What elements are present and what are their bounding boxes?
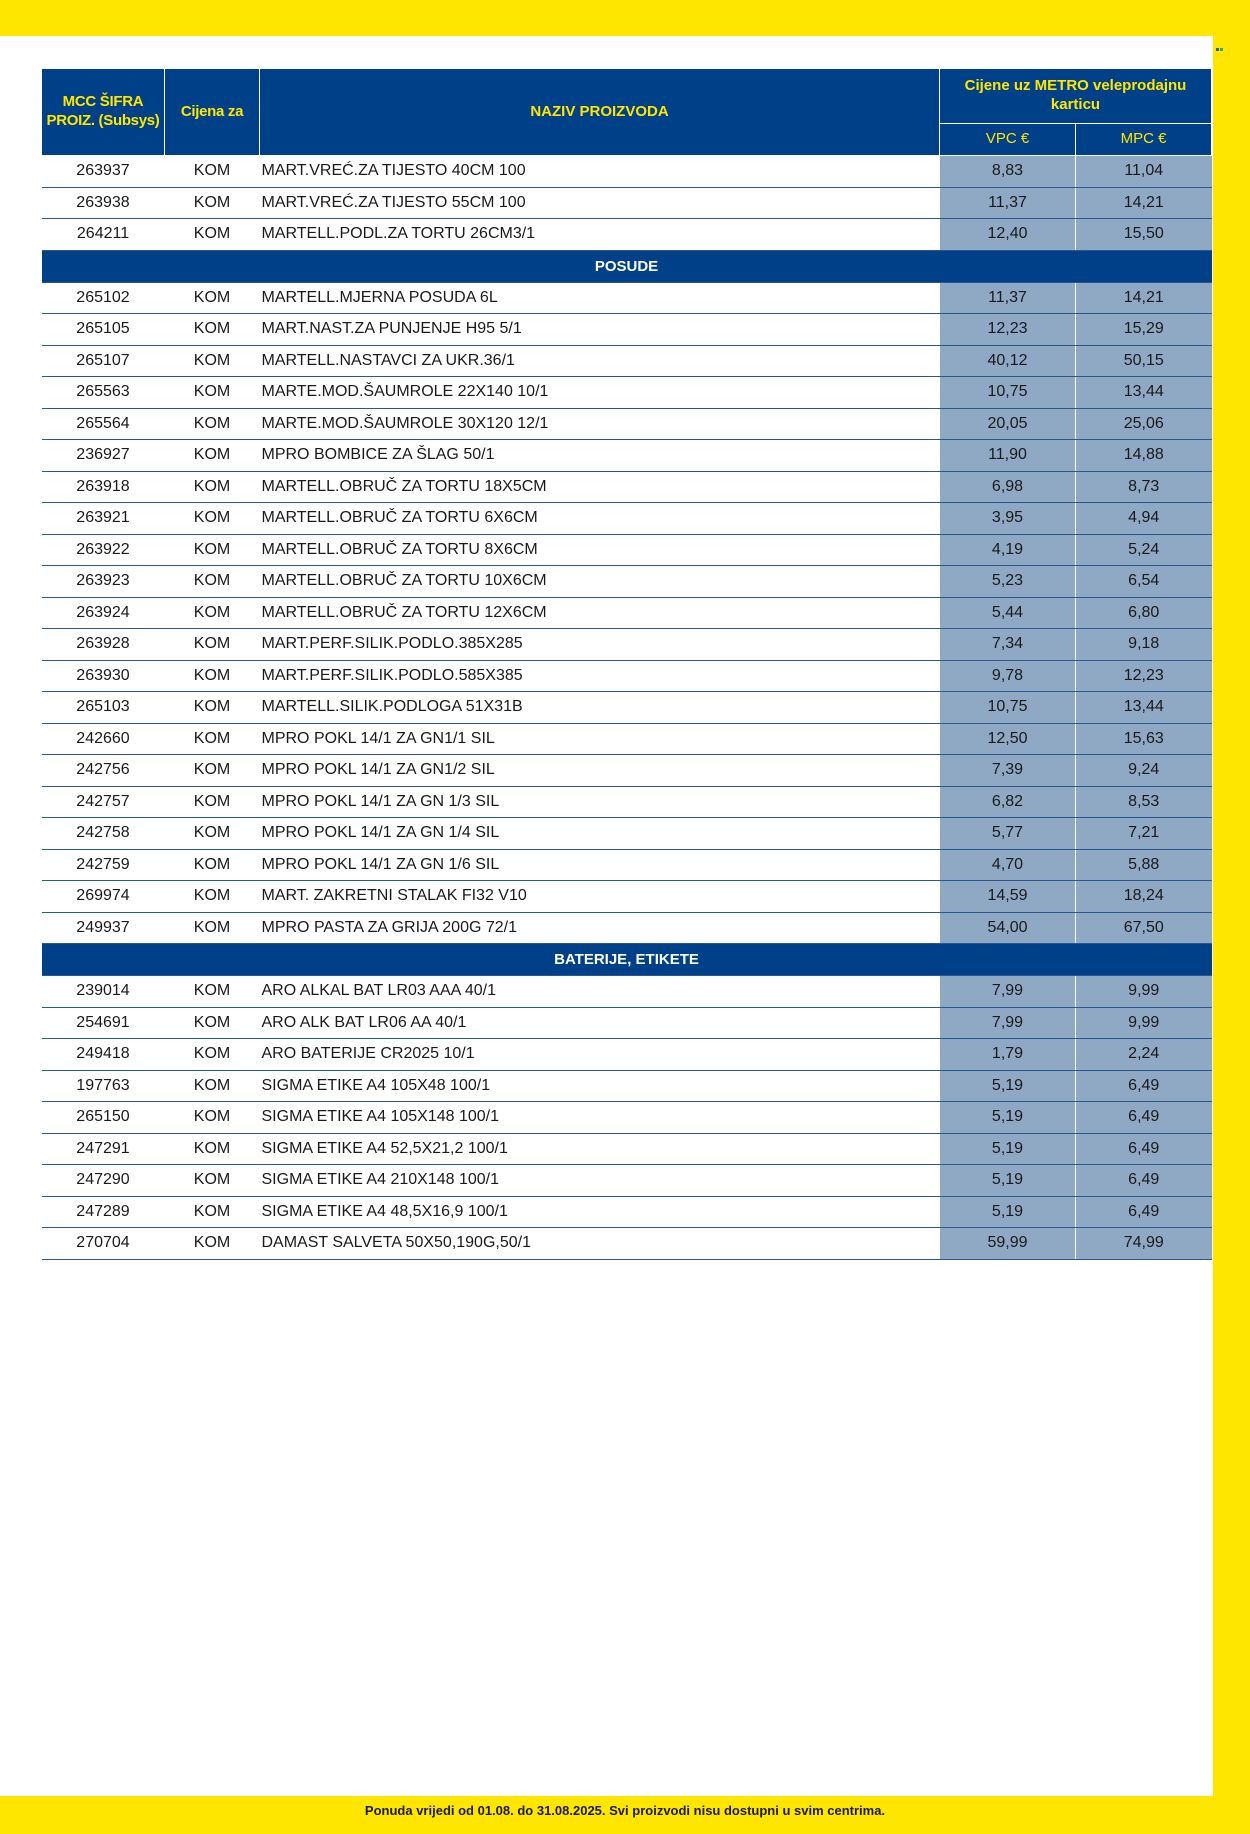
cell-mpc: 14,21: [1076, 187, 1212, 219]
cell-unit: KOM: [165, 723, 260, 755]
cell-vpc: 5,19: [940, 1070, 1076, 1102]
cell-unit: KOM: [165, 597, 260, 629]
cell-unit: KOM: [165, 692, 260, 724]
cell-code: 249937: [42, 912, 165, 944]
cell-code: 265105: [42, 314, 165, 346]
cell-unit: KOM: [165, 818, 260, 850]
cell-name: MPRO POKL 14/1 ZA GN1/1 SIL: [260, 723, 940, 755]
cell-code: 265107: [42, 345, 165, 377]
section-row: [42, 944, 1212, 976]
cell-vpc: 11,37: [940, 282, 1076, 314]
cell-mpc: 15,63: [1076, 723, 1212, 755]
table-row: [42, 723, 1212, 755]
cell-unit: KOM: [165, 1102, 260, 1134]
cell-vpc: 5,19: [940, 1102, 1076, 1134]
cell-code: 263924: [42, 597, 165, 629]
cell-unit: KOM: [165, 881, 260, 913]
cell-name: ARO BATERIJE CR2025 10/1: [260, 1039, 940, 1071]
cell-code: 263922: [42, 534, 165, 566]
cell-mpc: 12,23: [1076, 660, 1212, 692]
cell-mpc: 15,50: [1076, 219, 1212, 251]
cell-vpc: 5,44: [940, 597, 1076, 629]
cell-code: 263937: [42, 156, 165, 188]
table-row: [42, 597, 1212, 629]
header-unit: Cijena za: [165, 69, 260, 156]
cell-vpc: 12,50: [940, 723, 1076, 755]
cell-name: MARTELL.NASTAVCI ZA UKR.36/1: [260, 345, 940, 377]
table-row: [42, 282, 1212, 314]
header-vpc: VPC €: [940, 124, 1076, 156]
cell-code: 263921: [42, 503, 165, 535]
cell-mpc: 67,50: [1076, 912, 1212, 944]
table-row: [42, 629, 1212, 661]
cell-name: MART.VREĆ.ZA TIJESTO 40CM 100: [260, 156, 940, 188]
cell-code: 247289: [42, 1196, 165, 1228]
table-row: [42, 534, 1212, 566]
cell-vpc: 5,19: [940, 1196, 1076, 1228]
cell-name: ARO ALKAL BAT LR03 AAA 40/1: [260, 976, 940, 1008]
cell-code: 263928: [42, 629, 165, 661]
cell-vpc: 14,59: [940, 881, 1076, 913]
cell-mpc: 7,21: [1076, 818, 1212, 850]
cell-code: 263930: [42, 660, 165, 692]
cell-name: SIGMA ETIKE A4 105X148 100/1: [260, 1102, 940, 1134]
cell-name: SIGMA ETIKE A4 105X48 100/1: [260, 1070, 940, 1102]
cell-unit: KOM: [165, 1196, 260, 1228]
cell-mpc: 5,88: [1076, 849, 1212, 881]
cell-name: MARTELL.PODL.ZA TORTU 26CM3/1: [260, 219, 940, 251]
cell-unit: KOM: [165, 629, 260, 661]
table-row: [42, 377, 1212, 409]
cell-vpc: 7,34: [940, 629, 1076, 661]
cell-code: 236927: [42, 440, 165, 472]
section-row: [42, 250, 1212, 282]
cell-name: MPRO POKL 14/1 ZA GN 1/6 SIL: [260, 849, 940, 881]
cell-unit: KOM: [165, 471, 260, 503]
cell-vpc: 11,37: [940, 187, 1076, 219]
cell-name: DAMAST SALVETA 50X50,190G,50/1: [260, 1228, 940, 1260]
cell-name: MARTELL.MJERNA POSUDA 6L: [260, 282, 940, 314]
cell-code: 254691: [42, 1007, 165, 1039]
cell-mpc: 15,29: [1076, 314, 1212, 346]
cell-vpc: 6,82: [940, 786, 1076, 818]
cell-unit: KOM: [165, 282, 260, 314]
cell-name: MARTELL.OBRUČ ZA TORTU 10X6CM: [260, 566, 940, 598]
cell-name: SIGMA ETIKE A4 210X148 100/1: [260, 1165, 940, 1197]
table-row: [42, 187, 1212, 219]
cell-code: 239014: [42, 976, 165, 1008]
cell-code: 242759: [42, 849, 165, 881]
cell-vpc: 4,70: [940, 849, 1076, 881]
cell-unit: KOM: [165, 156, 260, 188]
table-row: [42, 1228, 1212, 1260]
cell-vpc: 7,39: [940, 755, 1076, 787]
cell-mpc: 4,94: [1076, 503, 1212, 535]
cell-unit: KOM: [165, 786, 260, 818]
cell-vpc: 10,75: [940, 377, 1076, 409]
cell-name: SIGMA ETIKE A4 52,5X21,2 100/1: [260, 1133, 940, 1165]
table-row: [42, 1007, 1212, 1039]
table-body: [42, 156, 1212, 1260]
cell-mpc: 8,53: [1076, 786, 1212, 818]
cell-name: MART.PERF.SILIK.PODLO.385X285: [260, 629, 940, 661]
cell-code: 269974: [42, 881, 165, 913]
section-title: POSUDE: [42, 250, 1212, 282]
cell-vpc: 59,99: [940, 1228, 1076, 1260]
cell-unit: KOM: [165, 408, 260, 440]
cell-name: MPRO BOMBICE ZA ŠLAG 50/1: [260, 440, 940, 472]
table-row: [42, 660, 1212, 692]
table-row: [42, 1102, 1212, 1134]
cell-mpc: 13,44: [1076, 377, 1212, 409]
cell-unit: KOM: [165, 377, 260, 409]
table-row: [42, 156, 1212, 188]
cell-name: MART.VREĆ.ZA TIJESTO 55CM 100: [260, 187, 940, 219]
cell-unit: KOM: [165, 755, 260, 787]
cell-code: 264211: [42, 219, 165, 251]
table-row: [42, 1039, 1212, 1071]
table-row: [42, 440, 1212, 472]
cell-mpc: 74,99: [1076, 1228, 1212, 1260]
cell-code: 247291: [42, 1133, 165, 1165]
cell-vpc: 40,12: [940, 345, 1076, 377]
cell-name: MARTELL.OBRUČ ZA TORTU 8X6CM: [260, 534, 940, 566]
cell-vpc: 10,75: [940, 692, 1076, 724]
cell-vpc: 3,95: [940, 503, 1076, 535]
cell-unit: KOM: [165, 1039, 260, 1071]
cell-mpc: 25,06: [1076, 408, 1212, 440]
cell-vpc: 20,05: [940, 408, 1076, 440]
cell-mpc: 6,49: [1076, 1070, 1212, 1102]
cell-vpc: 6,98: [940, 471, 1076, 503]
header-mpc: MPC €: [1076, 124, 1212, 156]
cell-unit: KOM: [165, 660, 260, 692]
cell-mpc: 14,21: [1076, 282, 1212, 314]
table-row: [42, 566, 1212, 598]
table-row: [42, 503, 1212, 535]
table-row: [42, 219, 1212, 251]
price-table: [41, 68, 1212, 1260]
cell-name: MARTE.MOD.ŠAUMROLE 30X120 12/1: [260, 408, 940, 440]
cell-unit: KOM: [165, 1228, 260, 1260]
cell-name: MART. ZAKRETNI STALAK FI32 V10: [260, 881, 940, 913]
table-row: [42, 1196, 1212, 1228]
table-row: [42, 408, 1212, 440]
table-row: [42, 314, 1212, 346]
top-yellow-bar: [0, 0, 1250, 36]
cell-mpc: 2,24: [1076, 1039, 1212, 1071]
cell-name: MPRO POKL 14/1 ZA GN1/2 SIL: [260, 755, 940, 787]
header-name: NAZIV PROIZVODA: [260, 69, 940, 156]
cell-unit: KOM: [165, 187, 260, 219]
cell-code: 263923: [42, 566, 165, 598]
cell-mpc: 9,18: [1076, 629, 1212, 661]
cell-mpc: 6,80: [1076, 597, 1212, 629]
cell-vpc: 12,40: [940, 219, 1076, 251]
cell-vpc: 4,19: [940, 534, 1076, 566]
cell-unit: KOM: [165, 1007, 260, 1039]
cell-unit: KOM: [165, 566, 260, 598]
table-row: [42, 692, 1212, 724]
cell-name: SIGMA ETIKE A4 48,5X16,9 100/1: [260, 1196, 940, 1228]
cell-vpc: 12,23: [940, 314, 1076, 346]
cell-unit: KOM: [165, 849, 260, 881]
cell-vpc: 7,99: [940, 976, 1076, 1008]
table-row: [42, 471, 1212, 503]
table-row: [42, 1133, 1212, 1165]
cell-mpc: 9,99: [1076, 976, 1212, 1008]
cell-unit: KOM: [165, 1133, 260, 1165]
table-row: [42, 755, 1212, 787]
cell-code: 265150: [42, 1102, 165, 1134]
table-row: [42, 818, 1212, 850]
cell-unit: KOM: [165, 912, 260, 944]
cell-mpc: 11,04: [1076, 156, 1212, 188]
cell-name: MARTELL.SILIK.PODLOGA 51X31B: [260, 692, 940, 724]
cell-vpc: 5,77: [940, 818, 1076, 850]
header-code: MCC ŠIFRA PROIZ. (Subsys): [42, 69, 165, 156]
cell-mpc: 14,88: [1076, 440, 1212, 472]
cell-code: 197763: [42, 1070, 165, 1102]
cell-code: 265564: [42, 408, 165, 440]
cell-name: MARTELL.OBRUČ ZA TORTU 12X6CM: [260, 597, 940, 629]
cell-name: ARO ALK BAT LR06 AA 40/1: [260, 1007, 940, 1039]
cell-code: 249418: [42, 1039, 165, 1071]
cell-code: 265563: [42, 377, 165, 409]
table-row: [42, 976, 1212, 1008]
cell-name: MPRO POKL 14/1 ZA GN 1/3 SIL: [260, 786, 940, 818]
cell-mpc: 18,24: [1076, 881, 1212, 913]
cell-code: 265102: [42, 282, 165, 314]
cell-name: MARTELL.OBRUČ ZA TORTU 6X6CM: [260, 503, 940, 535]
cell-code: 270704: [42, 1228, 165, 1260]
cell-mpc: 50,15: [1076, 345, 1212, 377]
cell-mpc: 6,49: [1076, 1102, 1212, 1134]
cell-code: 242660: [42, 723, 165, 755]
cell-unit: KOM: [165, 1070, 260, 1102]
cell-vpc: 1,79: [940, 1039, 1076, 1071]
cell-unit: KOM: [165, 1165, 260, 1197]
table-row: [42, 345, 1212, 377]
cell-vpc: 5,19: [940, 1165, 1076, 1197]
cell-name: MART.NAST.ZA PUNJENJE H95 5/1: [260, 314, 940, 346]
table-row: [42, 786, 1212, 818]
header-price-group: Cijene uz METRO veleprodajnu karticu: [940, 69, 1212, 124]
cell-code: 242756: [42, 755, 165, 787]
cell-code: 265103: [42, 692, 165, 724]
cell-unit: KOM: [165, 314, 260, 346]
cell-code: 263918: [42, 471, 165, 503]
cell-name: MPRO POKL 14/1 ZA GN 1/4 SIL: [260, 818, 940, 850]
table-row: [42, 912, 1212, 944]
cell-vpc: 5,19: [940, 1133, 1076, 1165]
cell-vpc: 11,90: [940, 440, 1076, 472]
cell-name: MART.PERF.SILIK.PODLO.585X385: [260, 660, 940, 692]
table-row: [42, 881, 1212, 913]
cell-mpc: 6,49: [1076, 1196, 1212, 1228]
cell-unit: KOM: [165, 503, 260, 535]
cell-code: 242757: [42, 786, 165, 818]
cell-mpc: 9,99: [1076, 1007, 1212, 1039]
cell-name: MPRO PASTA ZA GRIJA 200G 72/1: [260, 912, 940, 944]
cell-mpc: 6,54: [1076, 566, 1212, 598]
cell-unit: KOM: [165, 534, 260, 566]
table-row: [42, 1070, 1212, 1102]
right-yellow-bar: [1213, 0, 1250, 1834]
cell-mpc: 6,49: [1076, 1165, 1212, 1197]
cell-mpc: 9,24: [1076, 755, 1212, 787]
cell-mpc: 5,24: [1076, 534, 1212, 566]
cell-name: MARTELL.OBRUČ ZA TORTU 18X5CM: [260, 471, 940, 503]
cell-vpc: 7,99: [940, 1007, 1076, 1039]
cell-code: 247290: [42, 1165, 165, 1197]
corner-mark-icon: [1216, 38, 1224, 44]
cell-mpc: 13,44: [1076, 692, 1212, 724]
cell-code: 242758: [42, 818, 165, 850]
cell-mpc: 8,73: [1076, 471, 1212, 503]
table-row: [42, 849, 1212, 881]
cell-unit: KOM: [165, 976, 260, 1008]
table-row: [42, 1165, 1212, 1197]
cell-mpc: 6,49: [1076, 1133, 1212, 1165]
cell-vpc: 8,83: [940, 156, 1076, 188]
cell-vpc: 9,78: [940, 660, 1076, 692]
footer-note: Ponuda vrijedi od 01.08. do 31.08.2025. Svi proizvodi nisu dostupni u svim centrima.: [364, 1803, 886, 1818]
cell-unit: KOM: [165, 219, 260, 251]
cell-unit: KOM: [165, 440, 260, 472]
cell-vpc: 54,00: [940, 912, 1076, 944]
section-title: BATERIJE, ETIKETE: [42, 944, 1212, 976]
cell-unit: KOM: [165, 345, 260, 377]
cell-name: MARTE.MOD.ŠAUMROLE 22X140 10/1: [260, 377, 940, 409]
cell-code: 263938: [42, 187, 165, 219]
cell-vpc: 5,23: [940, 566, 1076, 598]
